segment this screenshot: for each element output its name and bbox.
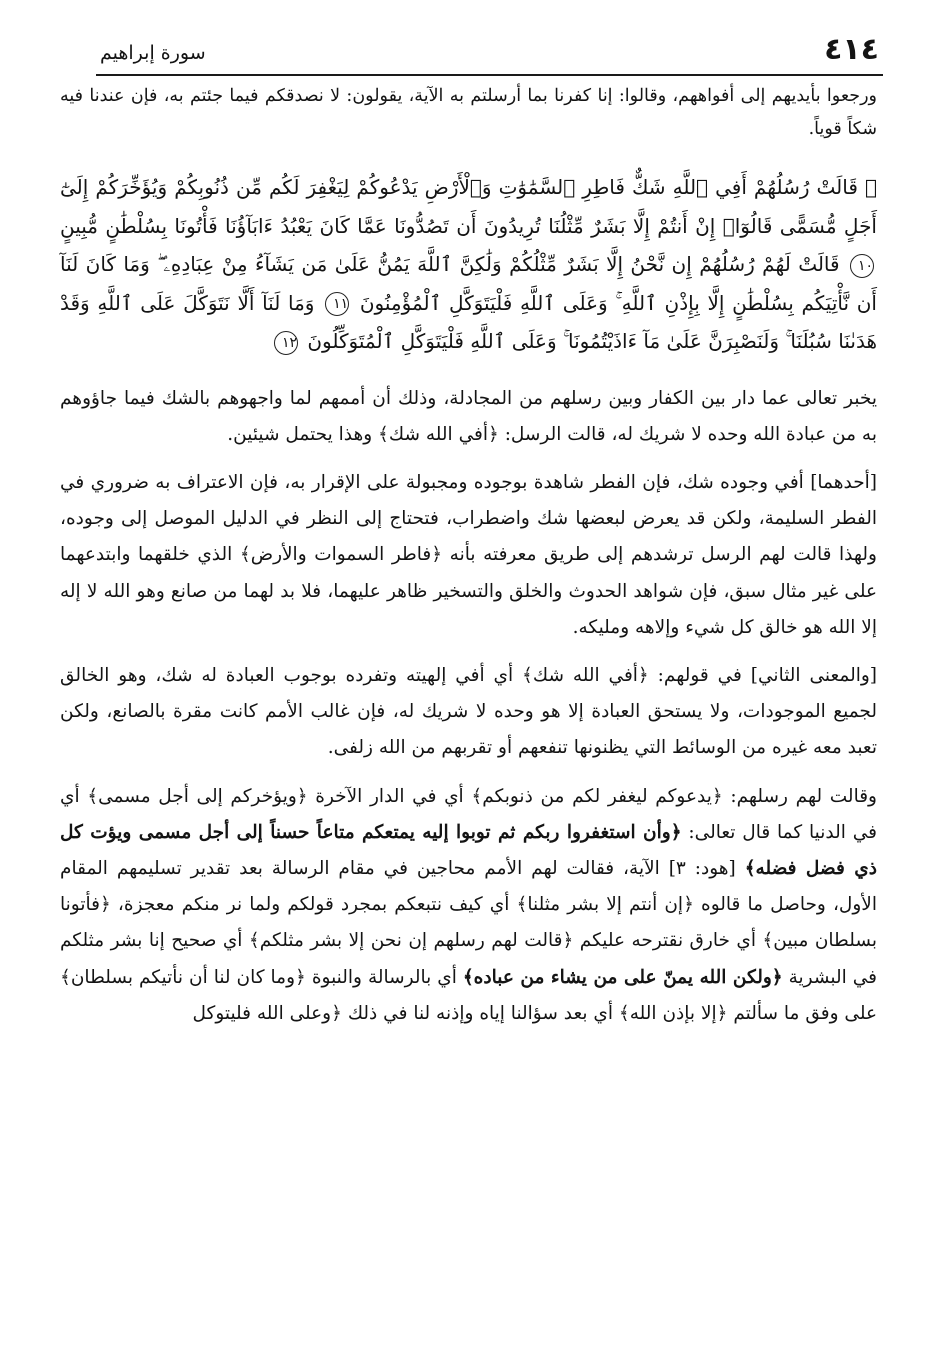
verse-text-10: قَالَتْ رُسُلُهُمْ أَفِي ٱللَّهِ شَكٌّ فَاطِرِ ٱلسَّمَٰوَٰتِ وَٱلْأَرْضِ يَدْعُوكُمْ لِيَغْفِرَ لَكُم مِّن ذُنُوبِكُمْ وَيُؤَخِّرَكُمْ إِلَىٰٓ أَجَلٍ مُّسَمًّى قَالُوٓا۟ إِنْ أَنتُمْ إِلَّا بَشَرٌ مِّثْلُنَا تُرِيدُونَ أَن تَصُدُّونَا عَمَّا كَانَ يَعْبُدُ ءَابَآؤُنَا فَأْتُونَا بِسُلْطَٰنٍ مُّبِينٍ bbox=[60, 175, 877, 238]
bold-quote-grace: ﴿ولكن الله يمنّ على من يشاء من عباده﴾ bbox=[462, 966, 783, 988]
bold-quote-hud: ﴿وأن استغفروا ربكم ثم توبوا إليه يمتعكم متاعاً حسناً إلى أجل مسمى ويؤت كل ذي فضل فضله﴾ bbox=[60, 821, 878, 879]
hizb-mark-icon: ۞ bbox=[865, 175, 878, 199]
verse-text-12: وَمَا لَنَآ أَلَّا نَتَوَكَّلَ عَلَى ٱللَّهِ وَقَدْ هَدَىٰنَا سُبُلَنَا ۚ وَلَنَصْبِرَنَّ عَلَىٰ مَآ ءَاذَيْتُمُونَا ۚ وَعَلَى ٱللَّهِ فَلْيَتَوَكَّلِ ٱلْمُتَوَكِّلُونَ bbox=[60, 290, 877, 353]
paragraph-4-segment-3: أي بالرسالة والنبوة ﴿وما كان لنا أن نأتيكم بسلطان﴾ على وفق ما سألتم ﴿إلا بإذن الله﴾ أي بعد سؤالنا إياه وإذنه لنا في ذلك ﴿وعلى الله فليتوكل bbox=[60, 966, 877, 1024]
page-header bbox=[96, 28, 883, 76]
paragraph-4-segment-1: وقالت لهم رسلهم: ﴿يدعوكم ليغفر لكم من ذنوبكم﴾ أي في الدار الآخرة ﴿ويؤخركم إلى أجل مسمى﴾ أي في الدنيا كما قال تعالى: bbox=[60, 785, 877, 843]
intro-paragraph: ورجعوا بأيديهم إلى أفواههم، وقالوا: إنا كفرنا بما أرسلتم به الآية، يقولون: لا نصدقكم فيما جئتم به، فإن عندنا فيه شكاً قوياً. bbox=[60, 86, 877, 139]
page-number: ٤١٤ bbox=[824, 32, 879, 67]
quran-verse-block bbox=[60, 168, 877, 361]
ayah-number-11: ١١ bbox=[325, 292, 349, 316]
paragraph-4-segment-2: [هود: ٣] الآية، فقالت لهم الأمم محاجين في مقام الرسالة بعد تقدير تسليمهم المقام الأول، وحاصل ما قالوه ﴿إن أنتم إلا بشر مثلنا﴾ أي كيف نتبعكم بمجرد قولكم ولما نر منكم معجزة، ﴿فأتونا بسلطان مبين﴾ أي خارق نقترحه عليكم ﴿قالت لهم رسلهم إن نحن إلا بشر مثلكم﴾ أي صحيح إنا بشر مثلكم في البشرية bbox=[60, 857, 877, 988]
ayah-number-12: ١٢ bbox=[274, 331, 298, 355]
surah-name: سورة إبراهيم bbox=[100, 42, 206, 64]
tafsir-paragraph-2 bbox=[60, 465, 877, 646]
second-meaning-label: [والمعنى الثاني] bbox=[750, 664, 877, 686]
first-meaning-label: [أحدهما] bbox=[810, 471, 877, 493]
verse-text-11: قَالَتْ لَهُمْ رُسُلُهُمْ إِن نَّحْنُ إِلَّا بَشَرٌ مِّثْلُكُمْ وَلَٰكِنَّ ٱللَّهَ يَمُنُّ عَلَىٰ مَن يَشَآءُ مِنْ عِبَادِهِۦ ۖ وَمَا كَانَ لَنَآ أَن نَّأْتِيَكُم بِسُلْطَٰنٍ إِلَّا بِإِذْنِ ٱللَّهِ ۚ وَعَلَى ٱللَّهِ فَلْيَتَوَكَّلِ ٱلْمُؤْمِنُونَ bbox=[60, 252, 877, 315]
tafsir-paragraph-4 bbox=[60, 779, 877, 1032]
tafsir-paragraph-1: يخبر تعالى عما دار بين الكفار وبين رسلهم من المجادلة، وذلك أن أممهم لما واجهوهم بالشك فيما جاؤوهم به من عبادة الله وحده لا شريك له، قالت الرسل: ﴿أفي الله شك﴾ وهذا يحتمل شيئين. bbox=[60, 387, 877, 445]
tafsir-paragraph-3 bbox=[60, 658, 877, 767]
page-content bbox=[60, 80, 877, 1044]
second-meaning-text: في قولهم: ﴿أفي الله شك﴾ أي أفي إلهيته وتفرده بوجوب العبادة له شك، وهو الخالق لجميع الموجودات، ولا يستحق العبادة إلا هو وحده لا شريك له، فإن غالب الأمم كانت مقرة بالصانع، ولكن تعبد معه غيره من الوسائط التي يظنونها تنفعهم أو تقربهم من الله زلفى. bbox=[60, 664, 877, 759]
ayah-number-10: ١٠ bbox=[850, 254, 874, 278]
first-meaning-text: أفي وجوده شك، فإن الفطر شاهدة بوجوده ومجبولة على الإقرار به، فإن الاعتراف به ضروري في الفطر السليمة، ولكن قد يعرض لبعضها شك واضطراب، فتحتاج إلى النظر في الدليل الموصل إلى وجوده، ولهذا قالت لهم الرسل ترشدهم إلى طريق معرفته بأنه ﴿فاطر السموات والأرض﴾ الذي خلقهما وابتدعهما على غير مثال سبق، فإن شواهد الحدوث والخلق والتسخير ظاهر عليهما، فلا بد لهما من صانع وهو الله لا إله إلا الله هو خالق كل شيء وإلاهه ومليكه. bbox=[60, 471, 877, 638]
